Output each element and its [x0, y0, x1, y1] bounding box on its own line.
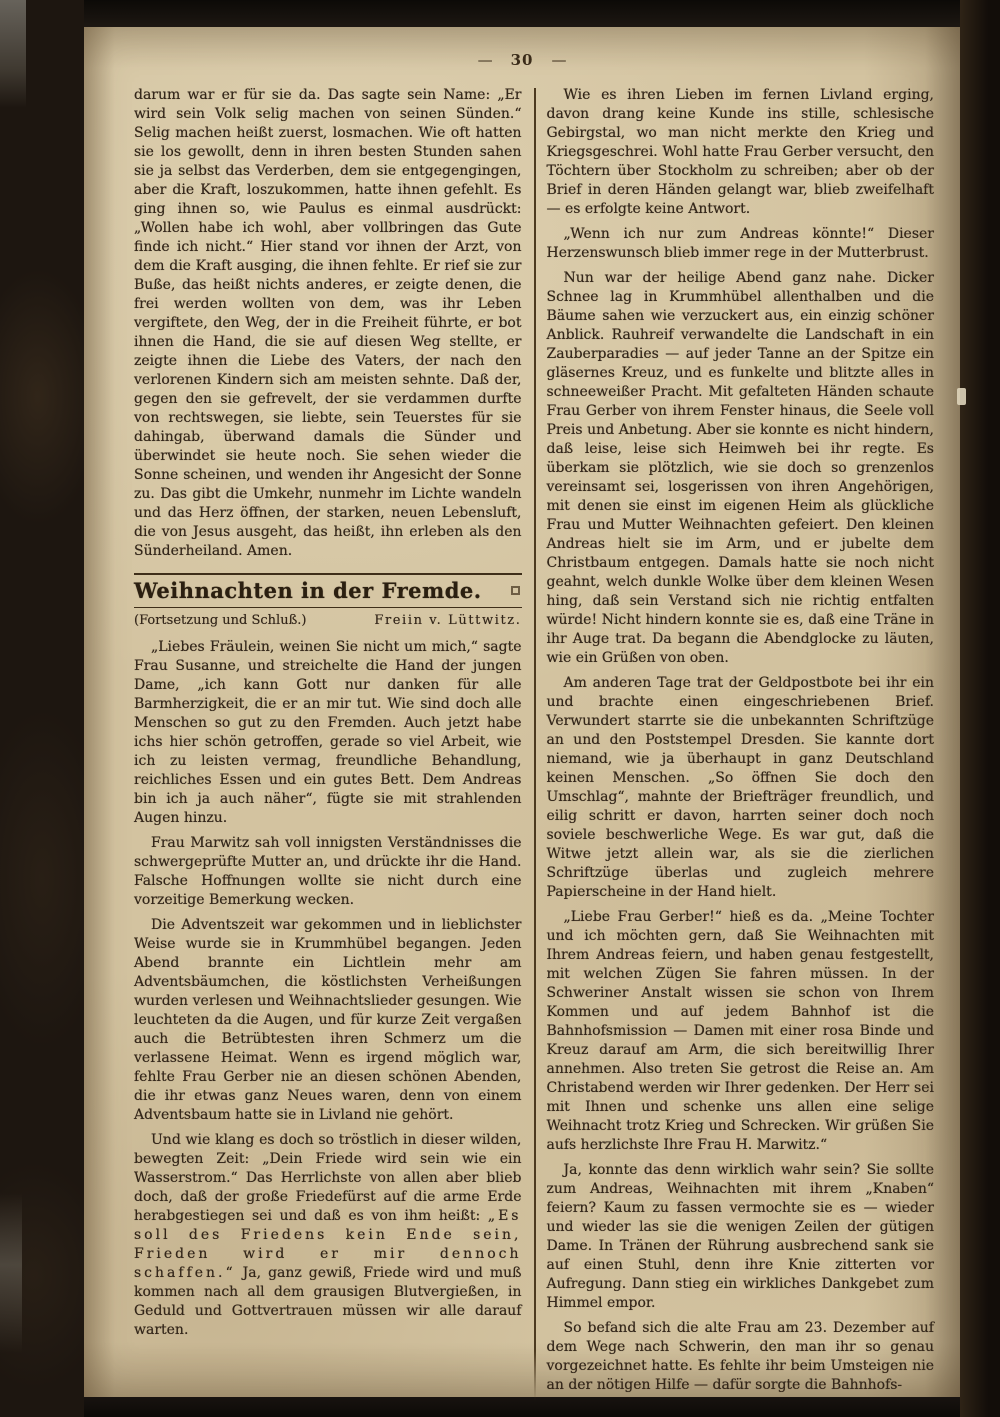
verse-pre-text: Und wie klang es doch so tröstlich in dieser wilden, bewegten Zeit: „Dein Friede wird sein wie ein Wasserstrom.“ Das Herrlichste von allen aber blieb doch, daß der große Friedefürst auf die arme Erde herabgestiegen sei und daß es von ihm heißt: — [134, 1132, 522, 1224]
story-paragraph: Wie es ihren Lieben im fernen Livland erging, davon drang keine Kunde ins stille, schlesische Gebirgstal, wo man nicht merkte den Krieg und Kriegsgeschrei. Wohl hatte Frau Gerber versucht, den Töchtern über Stockholm zu schreiben; aber ob der Brief in deren Händen gelangt war, blieb zweifelhaft — es erfolgte keine Antwort. — [546, 87, 934, 217]
scan-corner-patch-bottom — [0, 1193, 22, 1353]
sermon-closing-paragraph: darum war er für sie da. Das sagte sein Name: „Er wird sein Volk selig machen von seinen Sünden.“ Selig machen heißt zuerst, losmachen. Wie oft hatten sie los gewollt, denn in ihren besten Stunden sahen sie ja selbst das Verderben, dem sie entgegengingen, aber die Kraft, loszukommen, hatte ihnen gefehlt. Es ging ihnen so, wie Paulus es einmal ausdrückt: „Wollen habe ich wohl, aber vollbringen das Gute finde ich nicht.“ Hier stand vor ihnen der Arzt, von dem die Kraft ausging, die ihnen fehlte. Er rief sie zur Buße, das heißt nichts anderes, er zeigte denen, die frei werden wollten von dem, was ihr Leben vergiftete, den Weg, der in die Freiheit führte, er bot ihnen die Hand, die sie auf diesen Weg stellte, er zeigte ihnen die Liebe des Vaters, der nach den verlorenen Kindern sich am meisten sehnte. Daß der, gegen den sie gefrevelt, der sie verdammen durfte von rechtswegen, sie liebte, sein Teuerstes für sie dahingab, überwand damals die Sünder und überwindet sie heute noch. Sie sehen wieder die Sonne scheinen, und wenden ihr Angesicht der Sonne zu. Das gibt die Umkehr, nunmehr im Lichte wandeln und das Herz öffnen, der starken, neuen Lebensluft, die von Jesus ausgeht, das heißt, ihn erleben als den Sünderheiland. Amen. — [134, 87, 522, 559]
text-columns — [134, 86, 934, 1401]
article-subtitle: (Fortsetzung und Schluß.) — [134, 613, 307, 628]
story-paragraph: „Liebe Frau Gerber!“ hieß es da. „Meine Tochter und ich möchten gern, daß Sie Weihnachten mit Ihrem Andreas feiern, und haben genau festgestellt, mit welchen Zügen Sie fahren müssen. In der Schweriner Anstalt wissen sie schon von Ihrem Kommen und auf jedem Bahnhof ist die Bahnhofsmission — Damen mit einer rosa Binde und Kreuz darauf am Arm, die sich bereitwillig Ihrer annehmen. Also treten Sie getrost die Reise an. Am Christabend werden wir Ihrer gedenken. Der Herr sei mit Ihnen und schenke uns allen eine selige Weihnacht trotz Krieg und Schrecken. Wir grüßen Sie aufs herzlichste Ihre Frau H. Marwitz.“ — [546, 909, 934, 1153]
heading-ornament-square-icon — [511, 586, 520, 595]
story-paragraph-with-verse — [134, 1131, 522, 1340]
verse-post-text: Ja, ganz gewiß, Friede wird und muß kommen nach all dem grausigen Blutvergießen, in Geduld und Gottvertrauen müssen wir alle darauf warten. — [134, 1265, 522, 1338]
page-number-value: 30 — [510, 51, 534, 69]
story-paragraph: „Wenn ich nur zum Andreas könnte!“ Dieser Herzenswunsch blieb immer rege in der Mutterbrust. — [546, 226, 934, 261]
article-header — [134, 573, 522, 629]
story-paragraph: Frau Marwitz sah voll innigsten Verständnisses die schwergeprüfte Mutter an, und drückte ihr die Hand. Falsche Hoffnungen wollte sie nicht durch eine vorzeitige Bemerkung wecken. — [134, 835, 522, 908]
article-subtitle-row — [134, 608, 522, 629]
scan-corner-patch-top — [0, 0, 26, 108]
paper-page — [84, 27, 960, 1397]
page-number-dash-left: — — [477, 51, 493, 69]
binding-shadow-left — [0, 0, 84, 1417]
story-paragraph: So befand sich die alte Frau am 23. Dezember auf dem Wege nach Schwerin, den man ihr so genau vorgezeichnet hatte. Es fehlte ihr beim Umsteigen nie an der nötigen Hilfe — dafür sorgte die Bahnhofs- — [546, 1320, 934, 1393]
story-paragraph: Nun war der heilige Abend ganz nahe. Dicker Schnee lag in Krummhübel allenthalben und die Bäume sahen wie verzuckert aus, ein einzig schöner Anblick. Rauhreif verwandelte die Landschaft in ein Zauberparadies — auf jeder Tanne an der Spitze ein gläsernes Kreuz, und es funkelte und blitzte alles in schneeweißer Pracht. Mit gefalteten Händen schaute Frau Gerber von ihrem Fenster hinaus, die Seele voll Preis und Anbetung. Aber sie konnte es nicht hindern, daß leise, leise sich Heimweh bei ihr regte. Es überkam sie plötzlich, wie sie doch so grenzenlos vereinsamt sei, losgerissen von ihren Angehörigen, mit denen sie einst im eigenen Heim als glückliche Frau und Mutter Weihnachten gefeiert. Den kleinen Andreas hielt sie im Arm, und er jubelte dem Christbaum entgegen. Damals hatte sie noch nicht geahnt, welch dunkle Wolke über dem kleinen Wesen hing, daß sein Verstand sich nie richtig entfalten würde! Nicht hindern konnte sie es, daß eine Träne in ihr Auge trat. Da begann die Abendglocke zu läuten, wie ein Grüßen von oben. — [546, 270, 934, 666]
story-paragraph: „Liebes Fräulein, weinen Sie nicht um mich,“ sagte Frau Susanne, und streichelte die Hand der jungen Dame, „ich kann Gott nur danken für alle Barmherzigkeit, die er an mir tut. Wie sind doch alle Menschen so gut zu den Fremden. Auch jetzt habe ichs hier schön getroffen, gerade so viel Arbeit, wie ich zu leisten vermag, freundliche Behandlung, reichliches Essen und ein gutes Bett. Dem Andreas bin ich ja auch näher“, fügte sie mit strahlenden Augen hinzu. — [134, 639, 522, 826]
paper-blemish-mark — [957, 388, 966, 405]
article-author: Freiin v. Lüttwitz. — [374, 613, 522, 628]
page-number-dash-right: — — [551, 51, 567, 69]
story-paragraph: Ja, konnte das denn wirklich wahr sein? Sie sollte zum Andreas, Weihnachten mit ihrem „Knaben“ feiern? Kaum zu fassen vermochte sie es — wieder und wieder las sie die wenigen Zeilen der gütigen Dame. In Tränen der Rührung ausbrechend sank sie auf einen Stuhl, denn ihre Knie zitterten vor Aufregung. Dann stieg ein wirkliches Dankgebet zum Himmel empor. — [546, 1162, 934, 1311]
page-edge-right — [960, 0, 1000, 1417]
right-column — [547, 86, 935, 1401]
left-column — [134, 86, 522, 1401]
scan-edge-top — [0, 0, 1000, 27]
verse-emphasized-text: „Es soll des Friedens kein Ende sein, Frieden wird er mir dennoch schaffen.“ — [134, 1208, 522, 1281]
article-title-row — [134, 575, 522, 608]
column-divider-rule — [534, 88, 536, 1401]
story-paragraph: Am anderen Tage trat der Geldpostbote bei ihr ein und brachte einen eingeschriebenen Brief. Verwundert starrte sie die unbekannten Schriftzüge an und den Poststempel Dresden. Sie kannte dort niemand, wie ja überhaupt in ganz Deutschland keinen Menschen. „So öffnen Sie doch den Umschlag“, mahnte der Briefträger freundlich, und eilig schritt er davon, harrten seiner doch noch soviele beschwerliche Wege. Es war gut, daß die Witwe jetzt allein war, als sie die zierlichen Schriftzüge überlas und zugleich mehrere Papierscheine in der Hand hielt. — [546, 675, 934, 900]
story-paragraph: Die Adventszeit war gekommen und in lieblichster Weise wurde sie in Krummhübel begangen. Jeden Abend brannte ein Lichtlein mehr am Adventsbäumchen, die köstlichsten Verheißungen wurden verlesen und Weihnachtslieder gesungen. Wie leuchteten da die Augen, und für kurze Zeit vergaßen auch die Betrübtesten ihren Schmerz um die verlassene Heimat. Wenn es irgend möglich war, fehlte Frau Gerber nie an diesen schönen Abenden, die ihr etwas ganz Neues waren, denn von einem Adventsbaum hatte sie in Livland nie gehört. — [134, 917, 522, 1123]
page-number — [84, 27, 960, 69]
article-title: Weihnachten in der Fremde. — [134, 578, 482, 603]
